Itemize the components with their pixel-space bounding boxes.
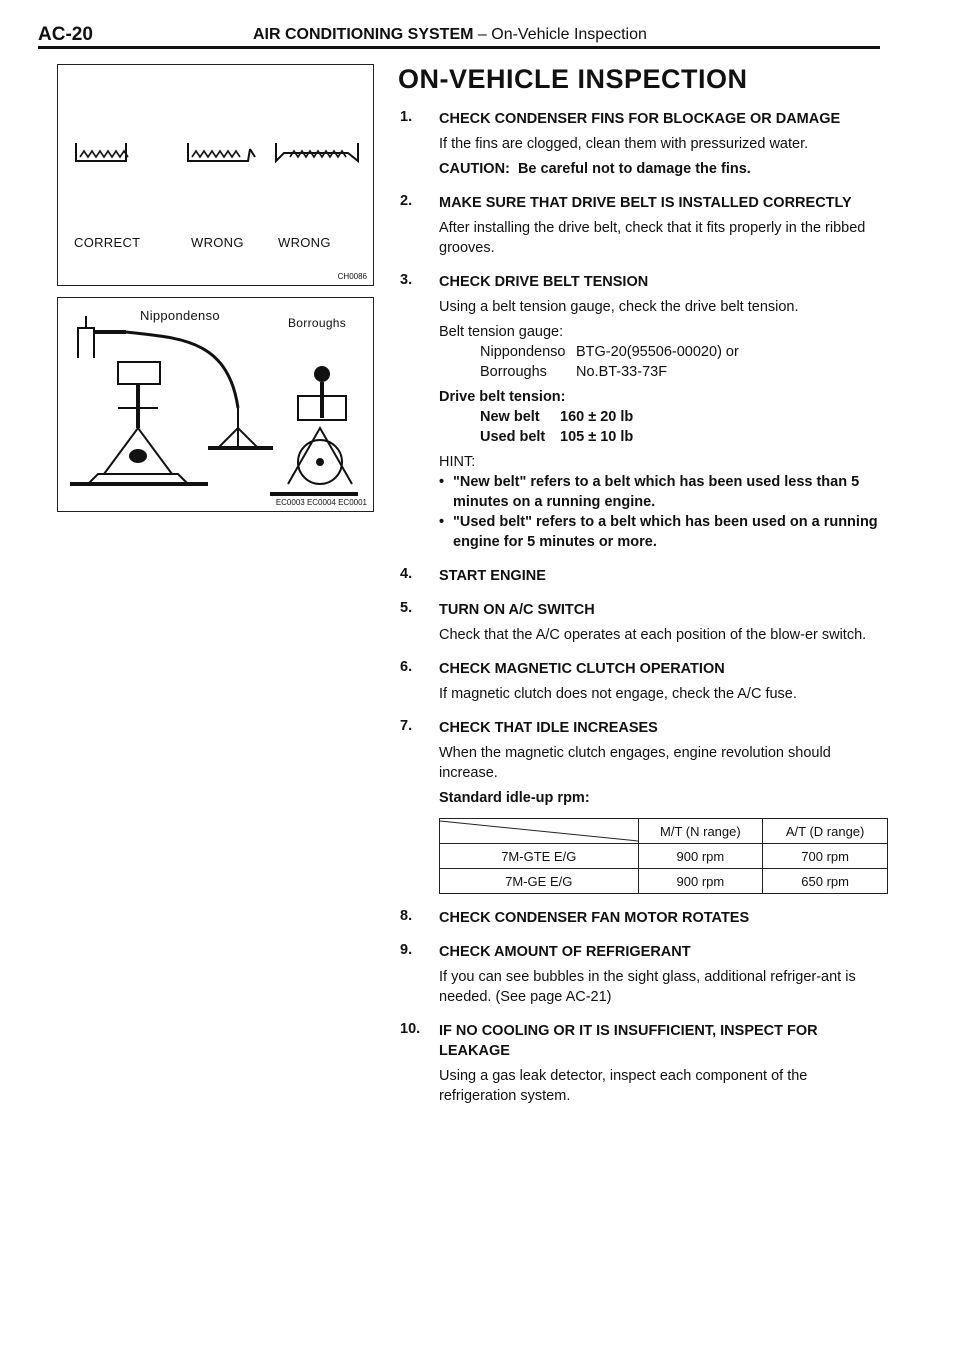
step-heading: CHECK CONDENSER FAN MOTOR ROTATES	[439, 910, 750, 926]
tension-new-label: New belt	[480, 409, 540, 425]
label-correct: CORRECT	[74, 235, 141, 250]
table-header: M/T (N range)	[638, 819, 763, 844]
step-text: Using a gas leak detector, inspect each component of the refrigeration system.	[439, 1068, 808, 1104]
step-text: When the magnetic clutch engages, engine revolution should increase.	[439, 745, 831, 781]
step-9	[398, 942, 888, 1007]
table-header: A/T (D range)	[763, 819, 888, 844]
hint-list	[439, 472, 888, 552]
step-text: If you can see bubbles in the sight glass, additional refriger-ant is needed. (See page AC-21)	[439, 969, 856, 1005]
caution	[439, 159, 888, 179]
page-title	[253, 26, 647, 44]
step-1	[398, 109, 888, 179]
tension-used-value: 105 ± 10 lb	[560, 429, 634, 445]
step-number: 7.	[400, 718, 413, 734]
step-number: 5.	[400, 600, 413, 616]
table-header-row	[440, 819, 888, 844]
table-cell-mt: 900 rpm	[638, 844, 763, 869]
gauge-number: No.BT-33-73F	[576, 364, 668, 380]
table-cell-at: 700 rpm	[763, 844, 888, 869]
label-wrong-2: WRONG	[278, 235, 331, 250]
step-number: 4.	[400, 566, 413, 582]
gauge-borroughs	[480, 362, 888, 382]
step-number: 10.	[400, 1021, 421, 1037]
label-wrong-1: WRONG	[191, 235, 244, 250]
section-title: ON-VEHICLE INSPECTION	[398, 64, 748, 94]
step-number: 2.	[400, 193, 413, 209]
fins-illustration	[58, 65, 373, 285]
table-row	[440, 844, 888, 869]
caution-label: CAUTION:	[439, 161, 510, 177]
page-title-sub: – On-Vehicle Inspection	[473, 26, 647, 43]
step-heading: CHECK CONDENSER FINS FOR BLOCKAGE OR DAMAGE	[439, 111, 841, 127]
tension-label: Drive belt tension:	[439, 389, 566, 405]
step-number: 3.	[400, 272, 413, 288]
standard-label: Standard idle-up rpm:	[439, 790, 590, 806]
page-title-bold: AIR CONDITIONING SYSTEM	[253, 26, 474, 43]
step-8	[398, 908, 888, 928]
step-7	[398, 718, 888, 894]
tension-used-label: Used belt	[480, 429, 546, 445]
table-cell-mt: 900 rpm	[638, 869, 763, 894]
idle-up-rpm-table	[439, 818, 888, 894]
page-number: AC-20	[38, 24, 93, 45]
figure-code: CH0086	[337, 272, 367, 281]
gauge-name: Borroughs	[480, 364, 547, 380]
table-corner-cell	[440, 819, 639, 844]
step-heading: CHECK AMOUNT OF REFRIGERANT	[439, 944, 691, 960]
step-3	[398, 272, 888, 552]
figure-code: EC0003 EC0004 EC0001	[275, 498, 367, 507]
tension-new	[480, 407, 888, 427]
step-heading: IF NO COOLING OR IT IS INSUFFICIENT, INSPECT FOR LEAKAGE	[439, 1023, 818, 1059]
step-10	[398, 1021, 888, 1106]
gauge-label: Belt tension gauge:	[439, 324, 564, 340]
table-row	[440, 869, 888, 894]
step-text: Using a belt tension gauge, check the drive belt tension.	[439, 299, 799, 315]
tension-new-value: 160 ± 20 lb	[560, 409, 634, 425]
gauge-number: BTG-20(95506-00020) or	[576, 344, 739, 360]
condenser-fins-figure	[57, 64, 374, 286]
label-borroughs: Borroughs	[288, 316, 347, 330]
step-number: 1.	[400, 109, 413, 125]
step-6	[398, 659, 888, 704]
table-cell-at: 650 rpm	[763, 869, 888, 894]
table-cell-engine: 7M-GTE E/G	[440, 844, 639, 869]
hint-item: • "Used belt" refers to a belt which has been used on a running engine for 5 minutes or more.	[439, 512, 888, 552]
step-5	[398, 600, 888, 645]
gauge-nippondenso	[480, 342, 888, 362]
step-heading: CHECK MAGNETIC CLUTCH OPERATION	[439, 661, 725, 677]
step-4	[398, 566, 888, 586]
label-nippondenso: Nippondenso	[140, 308, 220, 323]
caution-text: Be careful not to damage the fins.	[517, 161, 751, 177]
step-heading: MAKE SURE THAT DRIVE BELT IS INSTALLED CORRECTLY	[439, 195, 852, 211]
step-number: 8.	[400, 908, 413, 924]
tension-gauge-figure	[57, 297, 374, 512]
step-number: 6.	[400, 659, 413, 675]
step-number: 9.	[400, 942, 413, 958]
step-text: After installing the drive belt, check that it fits properly in the ribbed grooves.	[439, 220, 866, 256]
step-heading: START ENGINE	[439, 568, 546, 584]
step-text: Check that the A/C operates at each position of the blow-er switch.	[439, 627, 867, 643]
hint-item: • "New belt" refers to a belt which has been used less than 5 minutes on a running engine.	[439, 472, 888, 512]
table-cell-engine: 7M-GE E/G	[440, 869, 639, 894]
inspection-content	[398, 64, 888, 1120]
step-heading: TURN ON A/C SWITCH	[439, 602, 595, 618]
diagonal-line	[440, 819, 638, 843]
step-text: If magnetic clutch does not engage, check the A/C fuse.	[439, 686, 797, 702]
step-heading: CHECK DRIVE BELT TENSION	[439, 274, 649, 290]
step-text: If the fins are clogged, clean them with pressurized water.	[439, 136, 809, 152]
tension-used	[480, 427, 888, 447]
hint-label: HINT:	[439, 454, 476, 470]
step-2	[398, 193, 888, 258]
step-heading: CHECK THAT IDLE INCREASES	[439, 720, 658, 736]
page-header	[38, 24, 880, 49]
gauge-name: Nippondenso	[480, 344, 566, 360]
